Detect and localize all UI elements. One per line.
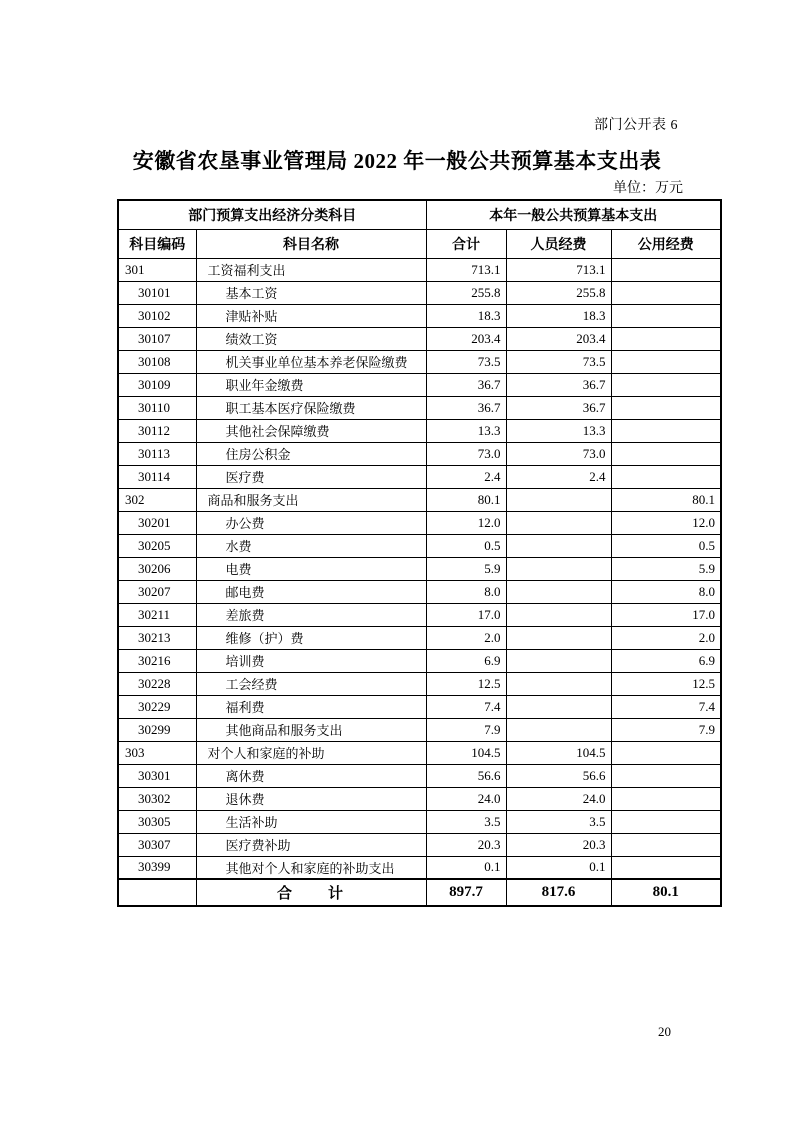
row-name: 退休费 bbox=[196, 787, 426, 810]
row-public bbox=[611, 764, 721, 787]
row-code: 30307 bbox=[118, 833, 196, 856]
table-header bbox=[118, 200, 721, 258]
total-code-cell bbox=[118, 879, 196, 906]
row-code: 30112 bbox=[118, 419, 196, 442]
row-code: 30206 bbox=[118, 557, 196, 580]
row-name: 基本工资 bbox=[196, 281, 426, 304]
row-personnel bbox=[506, 580, 611, 603]
row-total: 7.4 bbox=[426, 695, 506, 718]
total-public-value: 80.1 bbox=[611, 879, 721, 906]
row-public bbox=[611, 833, 721, 856]
table-row bbox=[118, 304, 721, 327]
table-row bbox=[118, 626, 721, 649]
table-row bbox=[118, 327, 721, 350]
row-public bbox=[611, 741, 721, 764]
table-row bbox=[118, 718, 721, 741]
table-row bbox=[118, 833, 721, 856]
row-total: 73.5 bbox=[426, 350, 506, 373]
table-row bbox=[118, 787, 721, 810]
row-personnel: 104.5 bbox=[506, 741, 611, 764]
row-total: 13.3 bbox=[426, 419, 506, 442]
row-name: 培训费 bbox=[196, 649, 426, 672]
row-public bbox=[611, 810, 721, 833]
row-name: 职工基本医疗保险缴费 bbox=[196, 396, 426, 419]
row-name: 对个人和家庭的补助 bbox=[196, 741, 426, 764]
table-row bbox=[118, 603, 721, 626]
row-personnel bbox=[506, 649, 611, 672]
row-code: 30299 bbox=[118, 718, 196, 741]
row-code: 30108 bbox=[118, 350, 196, 373]
row-public bbox=[611, 373, 721, 396]
header-group-left: 部门预算支出经济分类科目 bbox=[118, 200, 426, 229]
row-name: 医疗费补助 bbox=[196, 833, 426, 856]
row-personnel bbox=[506, 557, 611, 580]
header-group-right: 本年一般公共预算基本支出 bbox=[426, 200, 721, 229]
row-total: 12.0 bbox=[426, 511, 506, 534]
row-personnel: 713.1 bbox=[506, 258, 611, 281]
row-personnel: 24.0 bbox=[506, 787, 611, 810]
row-total: 24.0 bbox=[426, 787, 506, 810]
row-personnel bbox=[506, 488, 611, 511]
row-personnel: 36.7 bbox=[506, 373, 611, 396]
row-personnel: 18.3 bbox=[506, 304, 611, 327]
table-row bbox=[118, 557, 721, 580]
row-personnel: 73.5 bbox=[506, 350, 611, 373]
row-code: 30302 bbox=[118, 787, 196, 810]
table-row bbox=[118, 258, 721, 281]
row-name: 办公费 bbox=[196, 511, 426, 534]
row-code: 30101 bbox=[118, 281, 196, 304]
row-name: 津贴补贴 bbox=[196, 304, 426, 327]
row-code: 30207 bbox=[118, 580, 196, 603]
row-public bbox=[611, 350, 721, 373]
row-public bbox=[611, 856, 721, 879]
page-title: 安徽省农垦事业管理局 2022 年一般公共预算基本支出表 bbox=[132, 149, 662, 173]
row-public bbox=[611, 419, 721, 442]
row-public bbox=[611, 281, 721, 304]
row-total: 713.1 bbox=[426, 258, 506, 281]
row-code: 30113 bbox=[118, 442, 196, 465]
row-public: 12.0 bbox=[611, 511, 721, 534]
row-total: 56.6 bbox=[426, 764, 506, 787]
table-row bbox=[118, 419, 721, 442]
row-name: 住房公积金 bbox=[196, 442, 426, 465]
row-code: 302 bbox=[118, 488, 196, 511]
row-public: 0.5 bbox=[611, 534, 721, 557]
row-name: 工资福利支出 bbox=[196, 258, 426, 281]
table-row bbox=[118, 350, 721, 373]
row-name: 水费 bbox=[196, 534, 426, 557]
row-code: 30301 bbox=[118, 764, 196, 787]
row-code: 30305 bbox=[118, 810, 196, 833]
row-public bbox=[611, 258, 721, 281]
row-public: 6.9 bbox=[611, 649, 721, 672]
table-row bbox=[118, 442, 721, 465]
total-sum-value: 897.7 bbox=[426, 879, 506, 906]
row-name: 福利费 bbox=[196, 695, 426, 718]
col-header-public: 公用经费 bbox=[611, 229, 721, 258]
row-code: 30399 bbox=[118, 856, 196, 879]
row-code: 301 bbox=[118, 258, 196, 281]
row-code: 30216 bbox=[118, 649, 196, 672]
row-code: 30229 bbox=[118, 695, 196, 718]
table-row bbox=[118, 373, 721, 396]
table-row bbox=[118, 534, 721, 557]
row-code: 30205 bbox=[118, 534, 196, 557]
page-number: 20 bbox=[658, 1024, 671, 1039]
col-header-personnel: 人员经费 bbox=[506, 229, 611, 258]
row-public: 12.5 bbox=[611, 672, 721, 695]
row-total: 17.0 bbox=[426, 603, 506, 626]
doc-label: 部门公开表 6 bbox=[594, 118, 678, 133]
header-columns-row bbox=[118, 229, 721, 258]
row-public bbox=[611, 787, 721, 810]
row-public: 2.0 bbox=[611, 626, 721, 649]
row-personnel: 255.8 bbox=[506, 281, 611, 304]
row-personnel: 2.4 bbox=[506, 465, 611, 488]
row-total: 18.3 bbox=[426, 304, 506, 327]
row-total: 36.7 bbox=[426, 396, 506, 419]
row-total: 8.0 bbox=[426, 580, 506, 603]
table-row bbox=[118, 856, 721, 879]
row-code: 30109 bbox=[118, 373, 196, 396]
row-total: 0.1 bbox=[426, 856, 506, 879]
table-row bbox=[118, 396, 721, 419]
col-header-name: 科目名称 bbox=[196, 229, 426, 258]
row-name: 差旅费 bbox=[196, 603, 426, 626]
row-public bbox=[611, 442, 721, 465]
row-total: 2.0 bbox=[426, 626, 506, 649]
col-header-total: 合计 bbox=[426, 229, 506, 258]
row-name: 维修（护）费 bbox=[196, 626, 426, 649]
row-public bbox=[611, 304, 721, 327]
row-public: 5.9 bbox=[611, 557, 721, 580]
total-row bbox=[118, 879, 721, 906]
row-public: 8.0 bbox=[611, 580, 721, 603]
table-body bbox=[118, 258, 721, 879]
table-row bbox=[118, 649, 721, 672]
row-personnel bbox=[506, 534, 611, 557]
row-public bbox=[611, 465, 721, 488]
table-row bbox=[118, 695, 721, 718]
total-label: 合 计 bbox=[196, 879, 426, 906]
row-name: 商品和服务支出 bbox=[196, 488, 426, 511]
row-name: 工会经费 bbox=[196, 672, 426, 695]
row-total: 73.0 bbox=[426, 442, 506, 465]
row-total: 0.5 bbox=[426, 534, 506, 557]
row-total: 6.9 bbox=[426, 649, 506, 672]
row-code: 30114 bbox=[118, 465, 196, 488]
row-name: 机关事业单位基本养老保险缴费 bbox=[196, 350, 426, 373]
row-personnel bbox=[506, 672, 611, 695]
table-row bbox=[118, 810, 721, 833]
row-code: 30201 bbox=[118, 511, 196, 534]
row-personnel: 73.0 bbox=[506, 442, 611, 465]
row-name: 其他对个人和家庭的补助支出 bbox=[196, 856, 426, 879]
row-public: 7.9 bbox=[611, 718, 721, 741]
row-total: 203.4 bbox=[426, 327, 506, 350]
row-total: 7.9 bbox=[426, 718, 506, 741]
table-row bbox=[118, 764, 721, 787]
budget-table bbox=[117, 199, 722, 907]
row-total: 36.7 bbox=[426, 373, 506, 396]
row-total: 3.5 bbox=[426, 810, 506, 833]
header-group-row bbox=[118, 200, 721, 229]
table-row bbox=[118, 511, 721, 534]
table-row bbox=[118, 580, 721, 603]
row-public bbox=[611, 327, 721, 350]
row-personnel bbox=[506, 695, 611, 718]
row-name: 医疗费 bbox=[196, 465, 426, 488]
row-total: 2.4 bbox=[426, 465, 506, 488]
table-row bbox=[118, 488, 721, 511]
total-personnel-value: 817.6 bbox=[506, 879, 611, 906]
row-total: 5.9 bbox=[426, 557, 506, 580]
row-code: 30228 bbox=[118, 672, 196, 695]
row-code: 30102 bbox=[118, 304, 196, 327]
row-total: 255.8 bbox=[426, 281, 506, 304]
table-row bbox=[118, 465, 721, 488]
row-public: 80.1 bbox=[611, 488, 721, 511]
row-personnel bbox=[506, 718, 611, 741]
row-name: 其他商品和服务支出 bbox=[196, 718, 426, 741]
row-personnel: 203.4 bbox=[506, 327, 611, 350]
unit-note: 单位：万元 bbox=[613, 181, 683, 196]
row-name: 电费 bbox=[196, 557, 426, 580]
row-public bbox=[611, 396, 721, 419]
row-personnel bbox=[506, 626, 611, 649]
row-code: 30213 bbox=[118, 626, 196, 649]
row-personnel: 0.1 bbox=[506, 856, 611, 879]
row-personnel: 13.3 bbox=[506, 419, 611, 442]
row-personnel: 20.3 bbox=[506, 833, 611, 856]
row-personnel: 3.5 bbox=[506, 810, 611, 833]
row-public: 17.0 bbox=[611, 603, 721, 626]
row-name: 职业年金缴费 bbox=[196, 373, 426, 396]
row-total: 20.3 bbox=[426, 833, 506, 856]
table-row bbox=[118, 741, 721, 764]
col-header-code: 科目编码 bbox=[118, 229, 196, 258]
table-footer bbox=[118, 879, 721, 906]
row-code: 30107 bbox=[118, 327, 196, 350]
row-name: 生活补助 bbox=[196, 810, 426, 833]
row-name: 邮电费 bbox=[196, 580, 426, 603]
row-total: 104.5 bbox=[426, 741, 506, 764]
row-name: 其他社会保障缴费 bbox=[196, 419, 426, 442]
row-name: 绩效工资 bbox=[196, 327, 426, 350]
row-personnel: 56.6 bbox=[506, 764, 611, 787]
row-total: 80.1 bbox=[426, 488, 506, 511]
table-row bbox=[118, 672, 721, 695]
row-public: 7.4 bbox=[611, 695, 721, 718]
row-total: 12.5 bbox=[426, 672, 506, 695]
row-code: 30211 bbox=[118, 603, 196, 626]
row-name: 离休费 bbox=[196, 764, 426, 787]
row-personnel bbox=[506, 511, 611, 534]
row-personnel bbox=[506, 603, 611, 626]
row-code: 303 bbox=[118, 741, 196, 764]
row-code: 30110 bbox=[118, 396, 196, 419]
row-personnel: 36.7 bbox=[506, 396, 611, 419]
table-row bbox=[118, 281, 721, 304]
